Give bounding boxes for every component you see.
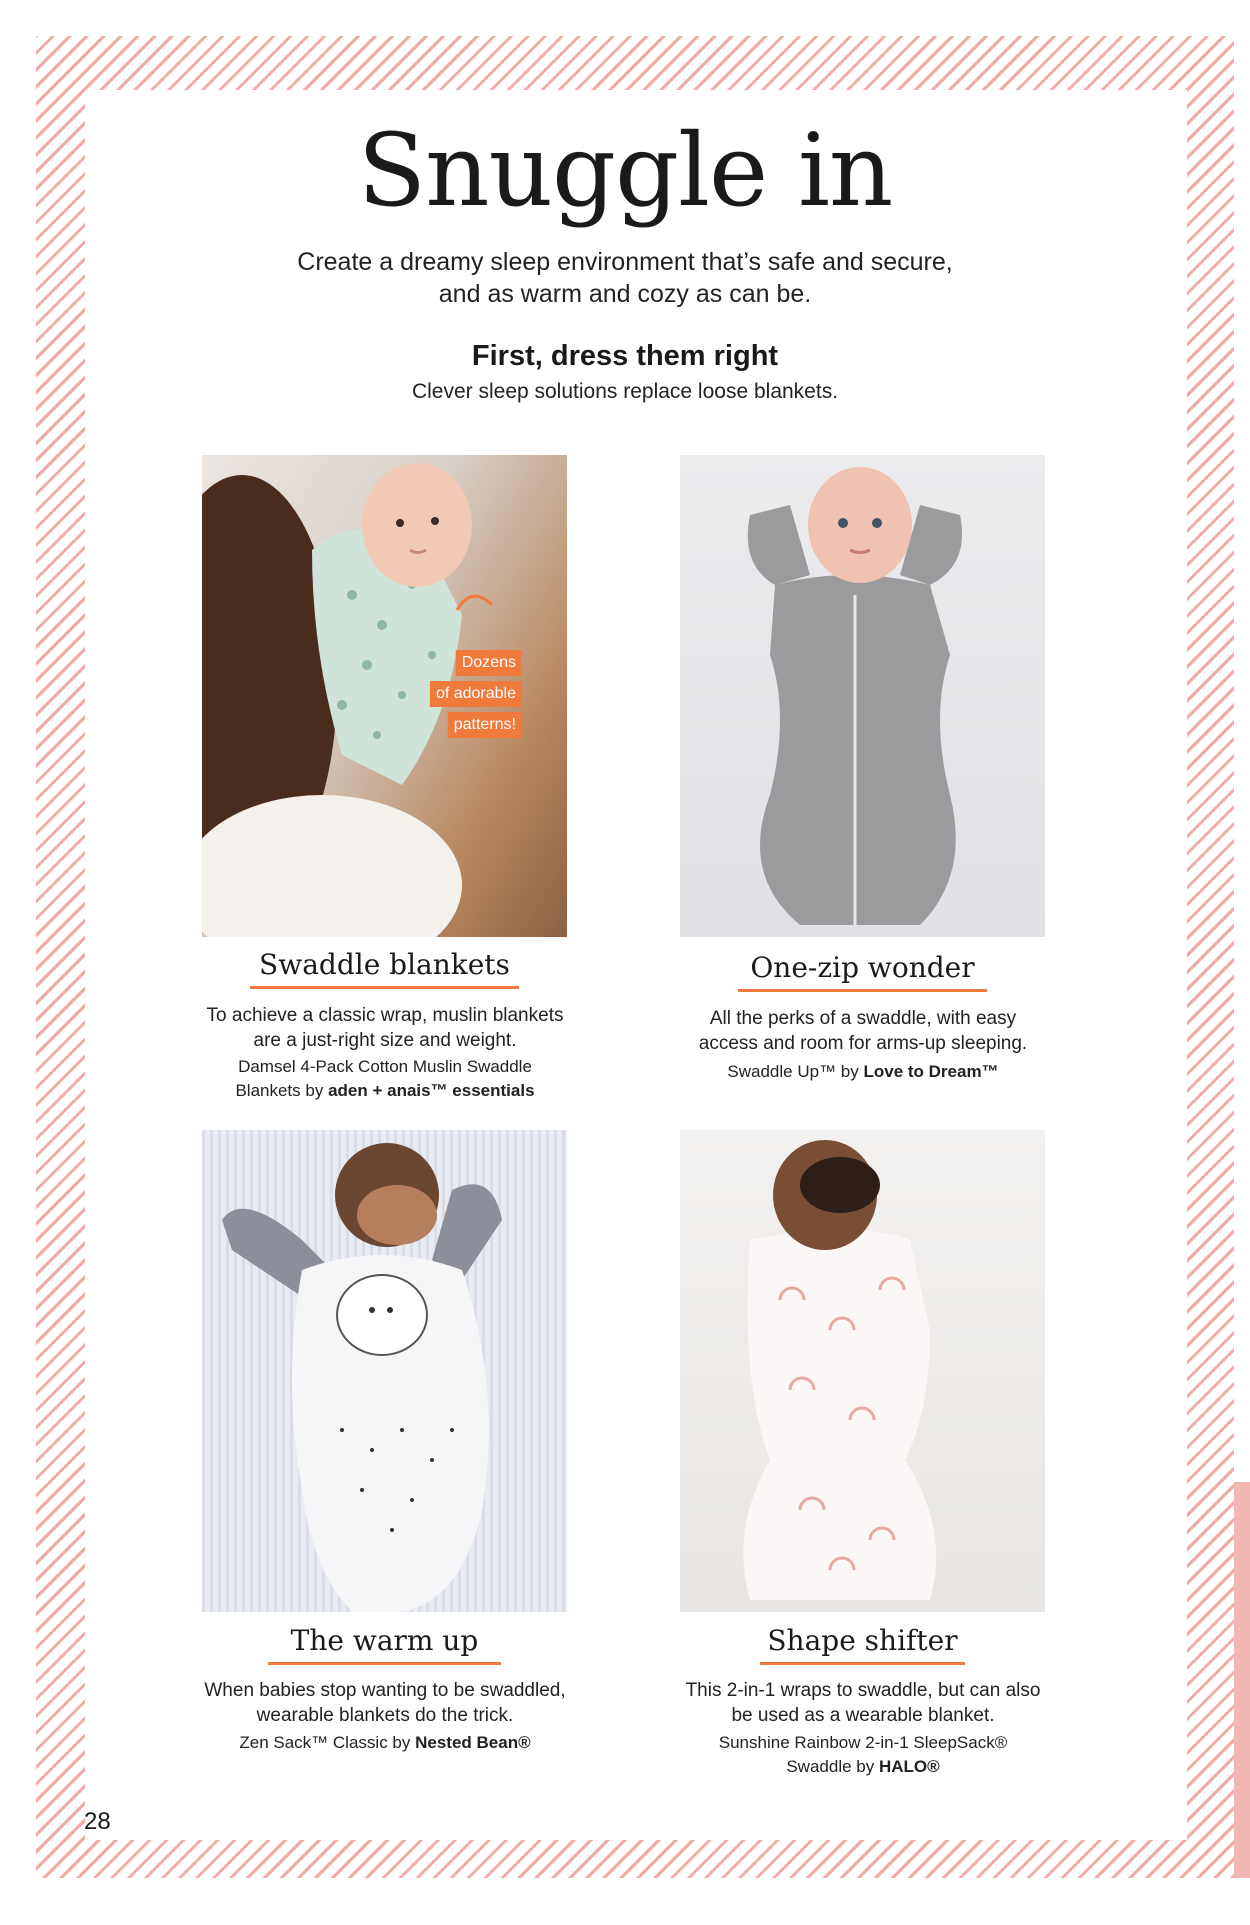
- page-title: Snuggle in: [357, 112, 893, 229]
- callout-line-3: patterns!: [448, 712, 522, 738]
- card-3-product: [160, 1731, 610, 1755]
- card-1-product: [160, 1055, 610, 1103]
- intro-line-1: Create a dreamy sleep environment that’s safe and secure,: [297, 248, 953, 276]
- card-4-product-line-1: Sunshine Rainbow 2-in-1 SleepSack®: [718, 1733, 1008, 1752]
- shape-shifter-photo: [680, 1130, 1045, 1612]
- card-3-heading: [202, 1624, 567, 1657]
- card-4-desc-line-1: This 2-in-1 wraps to swaddle, but can also: [685, 1680, 1041, 1701]
- card-4-description: [638, 1678, 1088, 1728]
- card-2-product-prefix: Swaddle Up™ by: [727, 1062, 864, 1081]
- callout-line-2: of adorable: [430, 681, 522, 707]
- card-4-desc-line-2: be used as a wearable blanket.: [731, 1705, 995, 1726]
- card-3-description: [160, 1678, 610, 1728]
- card-2-heading: [680, 951, 1045, 984]
- warm-up-photo: [202, 1130, 567, 1612]
- card-2-underline: [738, 989, 987, 992]
- card-4-heading-text: Shape shifter: [767, 1624, 958, 1657]
- card-4-product-line-2: [638, 1755, 1088, 1779]
- card-3-product-line-1: [160, 1731, 610, 1755]
- card-1-product-line-2: [160, 1079, 610, 1103]
- card-1-underline: [250, 986, 519, 989]
- card-1-description: [160, 1003, 610, 1053]
- swaddle-blankets-photo: [202, 455, 567, 937]
- card-2-product: [638, 1060, 1088, 1084]
- card-3-product-prefix: Zen Sack™ Classic by: [239, 1733, 416, 1752]
- section-heading: First, dress them right: [471, 340, 779, 372]
- card-2-heading-text: One-zip wonder: [750, 951, 975, 984]
- card-1-product-prefix: Blankets by: [235, 1081, 329, 1100]
- card-1-heading: [202, 948, 567, 981]
- card-2-brand: Love to Dream™: [863, 1062, 999, 1081]
- card-1-desc-line-1: To achieve a classic wrap, muslin blankets: [206, 1005, 564, 1026]
- intro-text: [0, 246, 1250, 310]
- section-subtext: Clever sleep solutions replace loose blankets.: [411, 380, 839, 403]
- sleep-sack-illustration: [202, 1130, 567, 1612]
- card-4-brand: HALO®: [878, 1757, 940, 1776]
- intro-line-2: and as warm and cozy as can be.: [438, 280, 812, 308]
- card-4-heading: [680, 1624, 1045, 1657]
- card-3-brand: Nested Bean®: [415, 1733, 531, 1752]
- card-3-desc-line-2: wearable blankets do the trick.: [256, 1705, 514, 1726]
- one-zip-photo: [680, 455, 1045, 937]
- card-1-product-line-1: Damsel 4-Pack Cotton Muslin Swaddle: [238, 1057, 532, 1076]
- card-1-brand: aden + anais™ essentials: [328, 1081, 535, 1100]
- card-4-product: [638, 1731, 1088, 1779]
- card-2-description: [638, 1006, 1088, 1056]
- card-2-desc-line-1: All the perks of a swaddle, with easy: [709, 1008, 1017, 1029]
- rainbow-swaddle-illustration: [680, 1130, 1045, 1612]
- page-number: 28: [84, 1808, 111, 1835]
- card-3-desc-line-1: When babies stop wanting to be swaddled,: [204, 1680, 566, 1701]
- zip-sack-illustration: [680, 455, 1045, 937]
- callout-line-1: Dozens: [456, 650, 522, 676]
- card-2-desc-line-2: access and room for arms-up sleeping.: [698, 1033, 1028, 1054]
- side-tab: [1234, 1482, 1250, 1878]
- card-3-underline: [268, 1662, 501, 1665]
- card-4-product-prefix: Swaddle by: [786, 1757, 879, 1776]
- card-1-desc-line-2: are a just-right size and weight.: [253, 1030, 517, 1051]
- card-2-product-line-1: [638, 1060, 1088, 1084]
- card-4-underline: [760, 1662, 965, 1665]
- card-3-heading-text: The warm up: [290, 1624, 479, 1657]
- card-1-heading-text: Swaddle blankets: [259, 948, 510, 981]
